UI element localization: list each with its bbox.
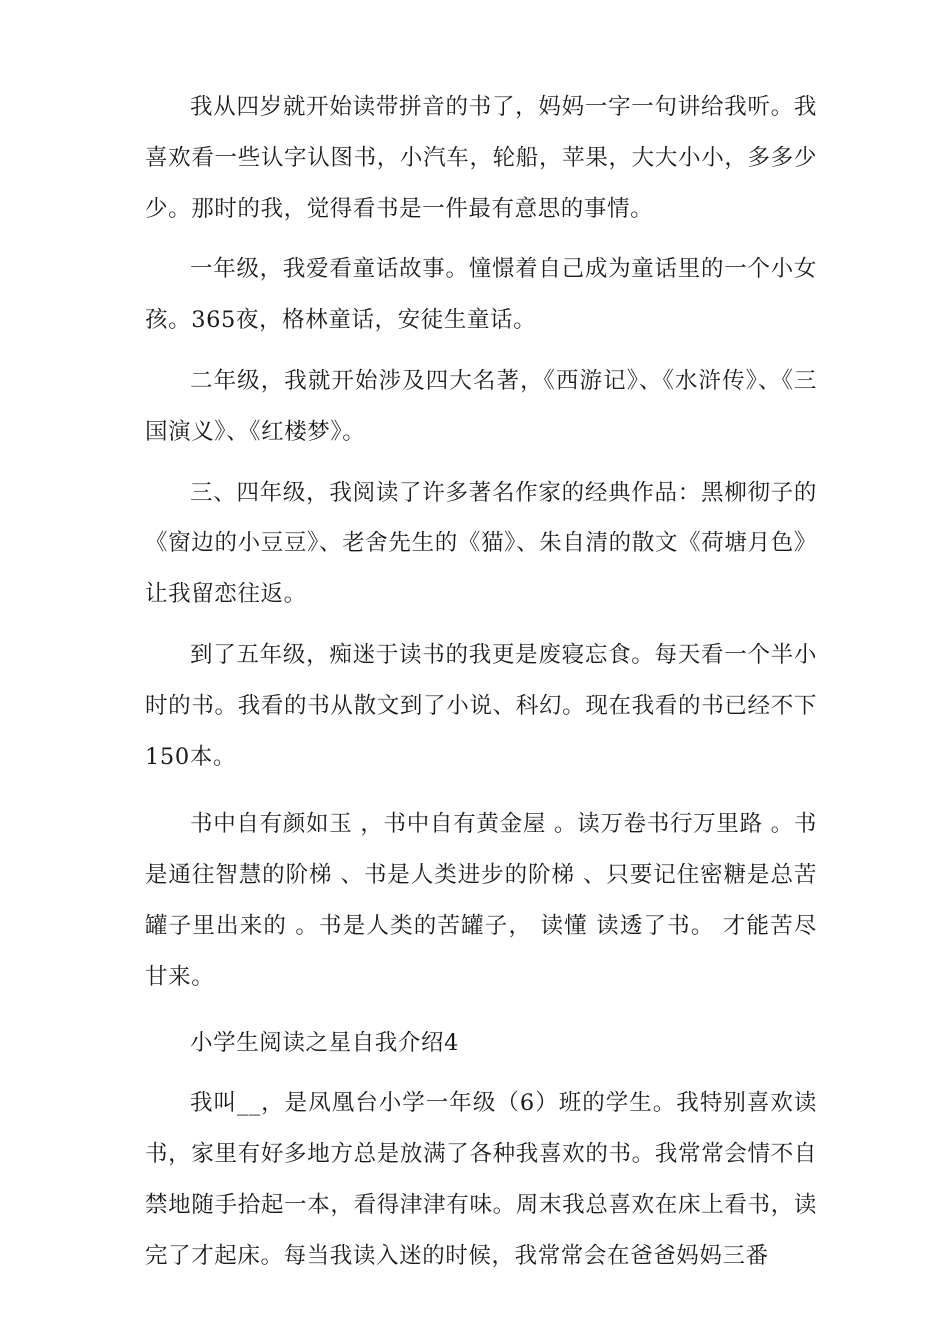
section-heading: 小学生阅读之星自我介绍4: [190, 1029, 460, 1056]
paragraph-self-introduction: 我叫__，是凤凰台小学一年级（6）班的学生。我特别喜欢读书，家里有好多地方总是放满了各种我喜欢的书。我常常会情不自禁地随手拾起一本，看得津津有味。周末我总喜欢在床上看书，读完了才起床。每当我读入迷的时候，我常常会在爸爸妈妈三番: [145, 1090, 817, 1269]
document-body: [145, 82, 817, 1282]
paragraph-early-reading: 我从四岁就开始读带拼音的书了，妈妈一字一句讲给我听。我喜欢看一些认字认图书，小汽车，轮船，苹果，大大小小，多多少少。那时的我，觉得看书是一件最有意思的事情。: [145, 94, 817, 222]
paragraph-book-sayings: 书中自有颜如玉 ，书中自有黄金屋 。读万卷书行万里路 。书是通往智慧的阶梯 、书是人类进步的阶梯 、只要记住密糖是总苦罐子里出来的 。书是人类的苦罐子， 读懂 读透了书。 才能苦尽甘来。: [145, 811, 817, 990]
paragraph-grade-two: 二年级，我就开始涉及四大名著，《西游记》、《水浒传》、《三国演义》、《红楼梦》。: [145, 367, 817, 445]
paragraph-grade-three-four: 三、四年级，我阅读了许多著名作家的经典作品：黑柳彻子的《窗边的小豆豆》、老舍先生的《猫》、朱自清的散文《荷塘月色》让我留恋往返。: [145, 479, 817, 608]
paragraph-grade-one: 一年级，我爱看童话故事。憧憬着自己成为童话里的一个小女孩。365夜，格林童话，安徒生童话。: [145, 256, 817, 334]
paragraph-grade-five: 到了五年级，痴迷于读书的我更是废寝忘食。每天看一个半小时的书。我看的书从散文到了小说、科幻。现在我看的书已经不下150本。: [145, 641, 817, 770]
